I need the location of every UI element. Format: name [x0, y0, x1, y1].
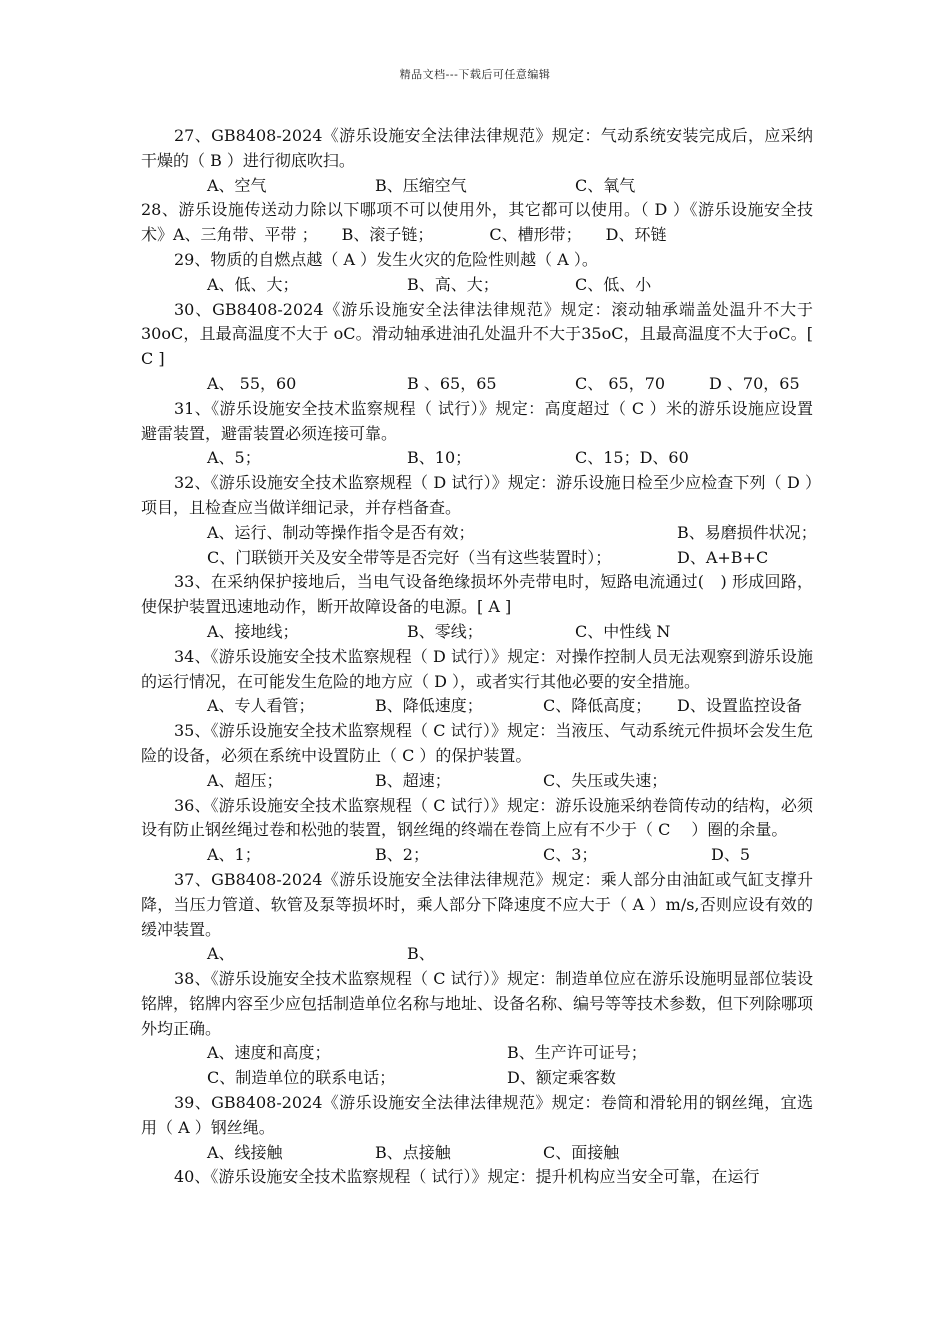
option-a: A、专人看管； [207, 696, 315, 716]
option-b: B 、65，65 [407, 373, 497, 393]
question-28: 28、游乐设施传送动力除以下哪项不可以使用外，其它都可以使用。（ D ）《游乐设施安全技术》A、三角带、平带 ； B、滚子链； C、槽形带； D、环链 [141, 200, 813, 245]
option-c: C、门联锁开关及安全带等是否完好（当有这些装置时）； [207, 547, 612, 567]
question-31: 31、《游乐设施安全技术监察规程（ 试行）》规定：高度超过（ C ）米的游乐设施应设置避雷装置，避雷装置必须连接可靠。 [141, 398, 813, 443]
option-b: B、高、大； [407, 274, 499, 294]
option-a: A、 55，60 [207, 373, 297, 393]
option-c: C、氧气 [575, 175, 636, 195]
option-a: A、速度和高度； [207, 1043, 331, 1063]
question-30-options [141, 372, 813, 397]
option-b: B、生产许可证号； [507, 1043, 647, 1063]
option-d: D 、70，65 [709, 373, 800, 393]
option-b: B、压缩空气 [375, 175, 467, 195]
question-34: 34、《游乐设施安全技术监察规程（ D 试行）》规定：对操作控制人员无法观察到游乐设施的运行情况，在可能发生危险的地方应（ D ），或者实行其他必要的安全措施。 [141, 646, 813, 691]
question-32-options-row1 [141, 521, 817, 546]
option-d: D、设置监控设备 [677, 696, 802, 716]
option-b: B、易磨损件状况； [677, 522, 817, 542]
question-39-options [141, 1141, 813, 1166]
option-d: D、5 [711, 845, 751, 865]
option-a: A、线接触 [207, 1142, 283, 1162]
option-a: A、接地线； [207, 621, 299, 641]
option-c: C、降低高度； [543, 696, 652, 716]
option-c: C、 65，70 [575, 373, 666, 393]
question-33-options [141, 620, 813, 645]
option-a: A、空气 [207, 175, 267, 195]
question-29-options [141, 273, 813, 298]
option-c-d: C、15；D、60 [575, 448, 689, 468]
option-b: B、2； [375, 845, 429, 865]
question-39: 39、GB8408-2024《游乐设施安全法律法律规范》规定：卷筒和滑轮用的钢丝绳，宜选用（ A ）钢丝绳。 [141, 1093, 813, 1137]
option-c: C、制造单位的联系电话； [207, 1068, 396, 1088]
option-c: C、失压或失速； [543, 770, 668, 790]
option-a: A、超压； [207, 770, 283, 790]
question-38-options-row1 [141, 1041, 813, 1066]
question-40: 40、《游乐设施安全技术监察规程（ 试行）》规定：提升机构应当安全可靠，在运行 [174, 1167, 760, 1187]
question-34-options [141, 694, 813, 719]
question-38: 38、《游乐设施安全技术监察规程（ C 试行）》规定：制造单位应在游乐设施明显部位装设铭牌，铭牌内容至少应包括制造单位名称与地址、设备名称、编号等等技术参数，但下列除哪项外均正确。 [141, 969, 814, 1038]
option-a: A、低、大； [207, 274, 299, 294]
option-d: D、A+B+C [677, 547, 769, 567]
option-b: B、 [407, 944, 435, 964]
question-37: 37、GB8408-2024《游乐设施安全法律法律规范》规定：乘人部分由油缸或气缸支撑升降，当压力管道、软管及泵等损坏时，乘人部分下降速度不应大于（ A ）m/s,否则应设有效的缓冲装置。 [141, 869, 813, 939]
option-d: D、额定乘客数 [507, 1068, 616, 1088]
question-27-options [141, 174, 813, 199]
option-a: A、 [207, 944, 235, 964]
question-38-options-row2 [141, 1066, 813, 1091]
option-c: C、中性线 N [575, 621, 671, 641]
question-37-options [141, 942, 813, 967]
option-b: B、超速； [375, 770, 451, 790]
option-c: C、3； [543, 845, 598, 865]
question-31-options [141, 446, 813, 471]
question-35-options [141, 769, 813, 794]
question-33: 33、在采纳保护接地后，当电气设备绝缘损坏外壳带电时，短路电流通过( ) 形成回路，使保护装置迅速地动作，断开故障设备的电源。[ A ] [141, 572, 813, 617]
option-a: A、运行、制动等操作指令是否有效； [207, 522, 475, 542]
option-c: C、低、小 [575, 274, 652, 294]
option-a: A、5； [207, 448, 261, 468]
option-a: A、1； [207, 845, 261, 865]
question-36: 36、《游乐设施安全技术监察规程（ C 试行）》规定：游乐设施采纳卷筒传动的结构，必须设有防止钢丝绳过卷和松弛的装置，钢丝绳的终端在卷筒上应有不少于（ C ）圈的余量。 [141, 795, 813, 840]
question-32: 32、《游乐设施安全技术监察规程（ D 试行）》规定：游乐设施日检至少应检查下列（ D ）项目，且检查应当做详细记录，并存档备查。 [141, 473, 813, 517]
question-32-options-row2 [141, 546, 813, 571]
question-29: 29、物质的自燃点越（ A ）发生火灾的危险性则越（ A ）。 [174, 249, 598, 269]
question-35: 35、《游乐设施安全技术监察规程（ C 试行）》规定：当液压、气动系统元件损坏会发生危险的设备，必须在系统中设置防止（ C ）的保护装置。 [141, 721, 813, 765]
page-header-note: 精品文档---下载后可任意编辑 [399, 68, 551, 81]
question-list [141, 124, 819, 1190]
question-30: 30、GB8408-2024《游乐设施安全法律法律规范》规定：滚动轴承端盖处温升不大于30oC，且最高温度不大于 oC。滑动轴承进油孔处温升不大于35oC，且最高温度不大于oC。[ C ] [141, 299, 819, 369]
option-c: C、面接触 [543, 1142, 620, 1162]
option-b: B、点接触 [375, 1142, 451, 1162]
option-b: B、零线； [407, 621, 483, 641]
option-b: B、降低速度； [375, 696, 483, 716]
question-36-options [141, 843, 813, 868]
question-27: 27、GB8408-2024《游乐设施安全法律法律规范》规定：气动系统安装完成后，应采纳干燥的（ B ）进行彻底吹扫。 [141, 126, 813, 170]
option-b: B、10； [407, 448, 472, 468]
